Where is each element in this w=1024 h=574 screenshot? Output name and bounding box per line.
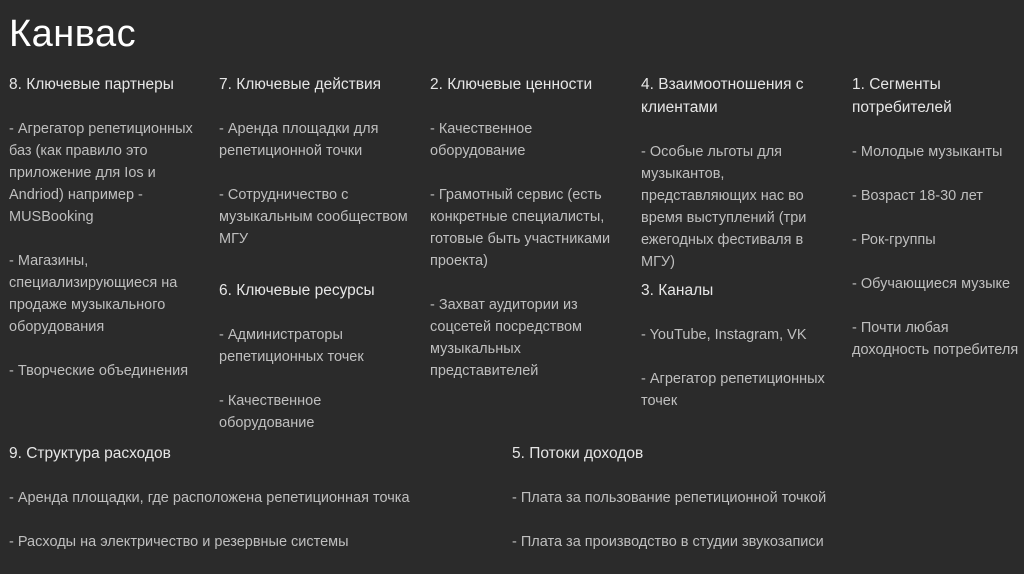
key-activity-item: - Аренда площадки для репетиционной точки bbox=[219, 121, 379, 159]
channels-heading: 3. Каналы bbox=[641, 282, 714, 299]
key-resources-block bbox=[219, 279, 409, 434]
customer-relationships-block bbox=[641, 73, 831, 273]
segment-item: - Молодые музыканты bbox=[852, 144, 1003, 160]
revenue-item: - Плата за производство в студии звукозаписи bbox=[512, 534, 824, 550]
value-propositions-heading: 2. Ключевые ценности bbox=[430, 76, 593, 93]
page-title: Канвас bbox=[9, 13, 137, 55]
cost-structure-heading: 9. Структура расходов bbox=[9, 445, 171, 462]
segment-item: - Возраст 18-30 лет bbox=[852, 188, 983, 204]
key-partners-block bbox=[9, 73, 197, 382]
value-propositions-block bbox=[430, 73, 625, 382]
channel-item: - YouTube, Instagram, VK bbox=[641, 327, 807, 343]
cost-item: - Аренда площадки, где расположена репетиционная точка bbox=[9, 490, 410, 506]
revenue-streams-heading: 5. Потоки доходов bbox=[512, 445, 644, 462]
key-partners-heading: 8. Ключевые партнеры bbox=[9, 76, 174, 93]
channel-item: - Агрегатор репетиционных точек bbox=[641, 371, 825, 409]
key-partner-item: - Творческие объединения bbox=[9, 363, 189, 379]
cost-structure-block bbox=[9, 442, 489, 553]
key-activity-item: - Сотрудничество с музыкальным сообществом МГУ bbox=[219, 187, 408, 247]
segment-item: - Обучающиеся музыке bbox=[852, 276, 1011, 292]
revenue-streams-block bbox=[512, 442, 992, 553]
key-partner-item: - Агрегатор репетиционных баз (как правило это приложение для Ios и Andriod) например - MUSBooking bbox=[9, 121, 193, 225]
value-item: - Грамотный сервис (есть конкретные специалисты, готовые быть участниками проекта) bbox=[430, 187, 611, 269]
key-activities-block bbox=[219, 73, 409, 250]
key-resources-heading: 6. Ключевые ресурсы bbox=[219, 282, 375, 299]
segment-item: - Почти любая доходность потребителя bbox=[852, 320, 1019, 358]
segment-item: - Рок-группы bbox=[852, 232, 936, 248]
value-item: - Захват аудитории из соцсетей посредством музыкальных представителей bbox=[430, 297, 583, 379]
customer-segments-heading: 1. Сегменты потребителей bbox=[852, 76, 952, 116]
key-activities-heading: 7. Ключевые действия bbox=[219, 76, 382, 93]
key-resource-item: - Администраторы репетиционных точек bbox=[219, 327, 364, 365]
relationship-item: - Особые льготы для музыкантов, представляющих нас во время выступлений (три ежегодных фестиваля в МГУ) bbox=[641, 144, 807, 270]
cost-item: - Расходы на электричество и резервные системы bbox=[9, 534, 349, 550]
revenue-item: - Плата за пользование репетиционной точкой bbox=[512, 490, 827, 506]
key-partner-item: - Магазины, специализирующиеся на продаже музыкального оборудования bbox=[9, 253, 178, 335]
customer-relationships-heading: 4. Взаимоотношения с клиентами bbox=[641, 76, 804, 116]
key-resource-item: - Качественное оборудование bbox=[219, 393, 322, 431]
channels-block bbox=[641, 279, 831, 412]
value-item: - Качественное оборудование bbox=[430, 121, 533, 159]
customer-segments-block bbox=[852, 73, 1020, 361]
